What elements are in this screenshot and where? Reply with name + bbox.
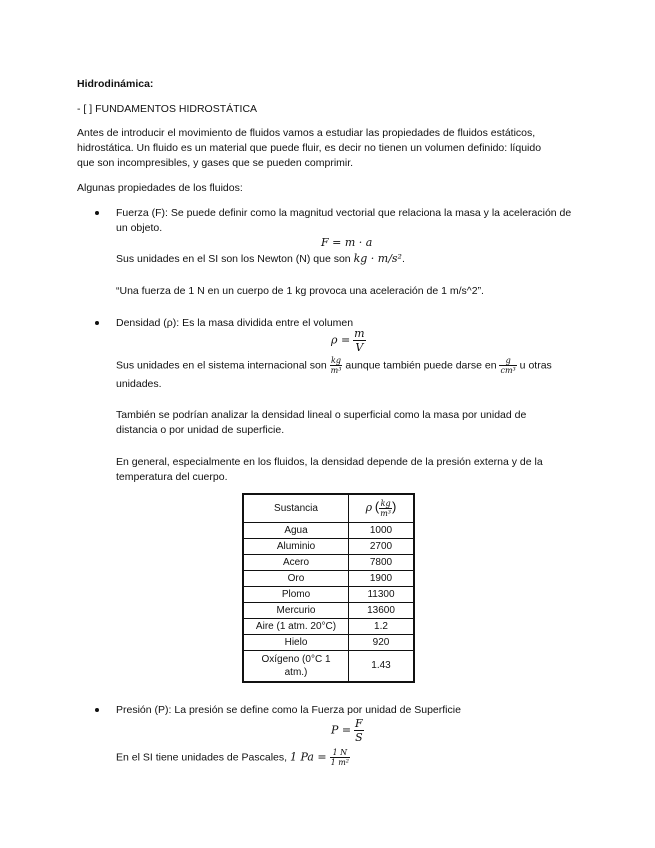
header-density: ρ ( $\frac{kg}{\text{m³}}$ ) — [349, 494, 415, 522]
table-cell-value: 13600 — [349, 602, 415, 618]
density-formula-fraction — [353, 327, 365, 354]
intro-line-2: hidrostática. Un fluido es un material que puede fluir, es decir no tienen un volumen definido: líquido — [77, 142, 542, 154]
table-cell-substance-line-2: atm.) — [284, 666, 308, 678]
density-formula-denominator: V — [353, 340, 365, 354]
pressure-formula-denominator: S — [355, 731, 363, 744]
table-row — [243, 554, 414, 570]
density-general-line-1: En general, especialmente en los fluidos, la densidad depende de la presión externa y de la — [116, 456, 543, 468]
table-cell-substance: Mercurio — [243, 602, 349, 618]
intro-line-3: que son incompresibles, y gases que se pueden comprimir. — [77, 157, 354, 169]
force-formula: F = m · a — [321, 236, 373, 249]
table-cell-value: 11300 — [349, 586, 415, 602]
density-units-fraction-si — [330, 356, 343, 375]
density-units-text-2: aunque también puede darse en — [342, 359, 500, 372]
bullet-force — [95, 211, 99, 215]
bullet-density — [95, 321, 99, 325]
pressure-units-den: 1 m² — [330, 758, 349, 767]
table-cell-substance: Hielo — [243, 634, 349, 650]
table-cell-substance: Acero — [243, 554, 349, 570]
table-header-row — [243, 494, 414, 522]
header-rho: ρ — [365, 500, 373, 514]
density-general-line-2: temperatura del cuerpo. — [116, 471, 228, 483]
pressure-units-text: En el SI tiene unidades de Pascales, — [116, 751, 290, 764]
table-cell-substance: Agua — [243, 522, 349, 538]
force-units-end: . — [401, 253, 405, 265]
force-units — [116, 252, 405, 266]
density-formula-numerator: m — [354, 327, 365, 340]
header-unit-num: kg — [380, 498, 391, 508]
intro-line-1: Antes de introducir el movimiento de fluidos vamos a estudiar las propiedades de fluidos estáticos, — [77, 127, 536, 139]
density-units-text-1: Sus unidades en el sistema internacional son — [116, 359, 330, 372]
density-units-den-alt: cm³ — [500, 366, 516, 375]
properties-intro: Algunas propiedades de los fluidos: — [77, 182, 243, 194]
table-cell-value: 1900 — [349, 570, 415, 586]
table-cell-value: 7800 — [349, 554, 415, 570]
density-table — [242, 493, 415, 683]
table-cell-value: 1000 — [349, 522, 415, 538]
density-units-den-si: m³ — [330, 366, 342, 375]
table-row — [243, 618, 414, 634]
table-cell-substance: Oro — [243, 570, 349, 586]
force-units-math: kg · m/s² — [353, 252, 402, 265]
pressure-title: Presión (P): La presión se define como la Fuerza por unidad de Superficie — [116, 704, 461, 716]
table-cell-substance: Plomo — [243, 586, 349, 602]
table-row — [243, 570, 414, 586]
density-title: Densidad (ρ): Es la masa dividida entre el volumen — [116, 317, 354, 329]
table-cell-substance — [243, 650, 349, 682]
density-units-text-3: u otras — [516, 359, 552, 372]
table-row — [243, 650, 414, 682]
checklist-item: - [ ] FUNDAMENTOS HIDROSTÁTICA — [77, 103, 258, 115]
header-unit-den: m³ — [380, 508, 392, 518]
density-units-fraction-alt — [499, 356, 516, 375]
force-line-1: Fuerza (F): Se puede definir como la magnitud vectorial que relaciona la masa y la aceleración de — [116, 207, 572, 219]
pressure-units-num: 1 N — [332, 748, 348, 757]
pressure-formula-lhs: P = — [331, 723, 352, 737]
density-formula — [331, 327, 366, 354]
table-row — [243, 602, 414, 618]
header-substance: Sustancia — [243, 494, 349, 522]
header-unit-fraction — [379, 499, 392, 518]
table-cell-value: 2700 — [349, 538, 415, 554]
table-row — [243, 634, 414, 650]
density-units-line-2: unidades. — [116, 378, 162, 390]
pressure-formula — [331, 717, 364, 744]
table-cell-value: 1.43 — [349, 650, 415, 682]
density-units-num-alt: g — [505, 356, 511, 365]
density-linear-line-1: También se podrían analizar la densidad lineal o superficial como la masa por unidad de — [116, 409, 527, 421]
pressure-formula-fraction — [354, 717, 364, 744]
force-quote: “Una fuerza de 1 N en un cuerpo de 1 kg provoca una aceleración de 1 m/s^2”. — [116, 285, 484, 297]
table-cell-substance: Aire (1 atm. 20°C) — [243, 618, 349, 634]
pressure-formula-numerator: F — [355, 717, 363, 730]
table-cell-substance-line-1: Oxígeno (0°C 1 — [261, 653, 331, 665]
bullet-pressure — [95, 708, 99, 712]
table-row — [243, 522, 414, 538]
force-units-text: Sus unidades en el SI son los Newton (N) que son — [116, 253, 354, 265]
document-heading: Hidrodinámica: — [77, 78, 154, 90]
table-cell-value: 1.2 — [349, 618, 415, 634]
pressure-units — [116, 748, 350, 767]
density-units-num-si: kg — [331, 356, 342, 365]
density-linear-line-2: distancia o por unidad de superficie. — [116, 424, 285, 436]
density-units — [116, 356, 552, 375]
table-row — [243, 586, 414, 602]
force-line-2: un objeto. — [116, 222, 163, 234]
pressure-units-math: 1 Pa = — [289, 750, 327, 764]
table-cell-value: 920 — [349, 634, 415, 650]
density-formula-lhs: ρ = — [331, 333, 351, 347]
pressure-units-fraction — [330, 748, 350, 767]
table-row — [243, 538, 414, 554]
table-cell-substance: Aluminio — [243, 538, 349, 554]
